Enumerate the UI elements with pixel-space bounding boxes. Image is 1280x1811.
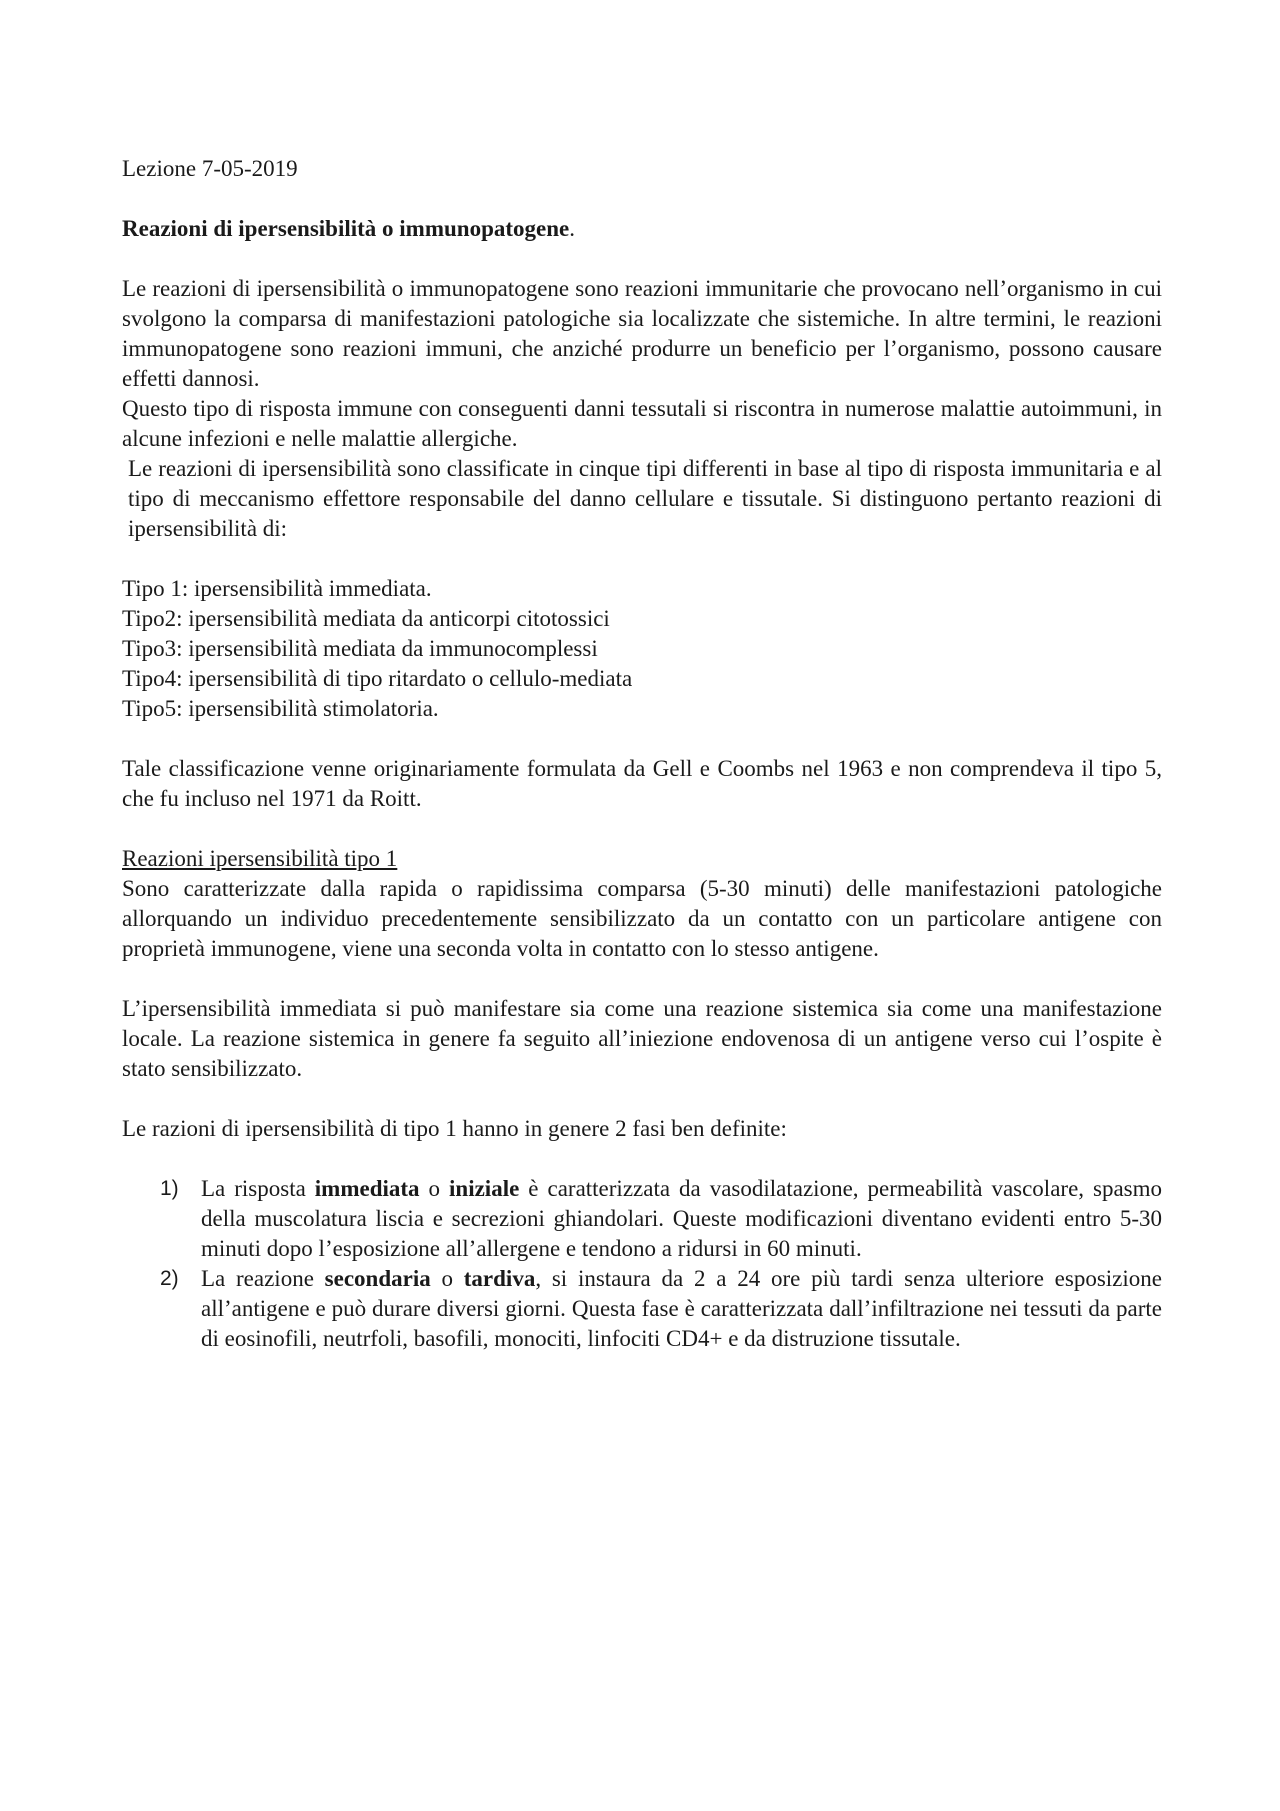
list-number: 2) bbox=[160, 1267, 179, 1290]
phase-text: è caratterizzata da vasodilatazione, permeabilità vascolare, spasmo della muscolatura liscia e secrezioni ghiandolari. Queste modificazioni diventano evidenti entro 5-30 minuti dopo l’esposizione all’allergene e tendono a ridursi in 60 minuti. bbox=[201, 1176, 1163, 1261]
type-item: Tipo5: ipersensibilità stimolatoria. bbox=[122, 696, 439, 721]
section-paragraph-2: L’ipersensibilità immediata si può manifestare sia come una reazione sistemica sia come una manifestazione locale. La reazione sistemica in genere fa seguito all’iniezione endovenosa di un antigene verso cui l’ospite è stato sensibilizzato. bbox=[122, 996, 1162, 1081]
phase-text: , si instaura da 2 a 24 ore più tardi senza ulteriore esposizione all’antigene e può durare diversi giorni. Questa fase è caratterizzata dall’infiltrazione nei tessuti da parte di eosinofili, neutrfoli, basofili, monociti, linfociti CD4+ e da distruzione tissutale. bbox=[201, 1266, 1162, 1351]
phase-item bbox=[122, 1174, 1162, 1264]
intro-paragraph-3: Le reazioni di ipersensibilità sono classificate in cinque tipi differenti in base al tipo di risposta immunitaria e al tipo di meccanismo effettore responsabile del danno cellulare e tissutale. Si distinguono pertanto reazioni di ipersensibilità di: bbox=[128, 456, 1162, 541]
intro-paragraph-1: Le reazioni di ipersensibilità o immunopatogene sono reazioni immunitarie che provocano nell’organismo in cui svolgono la comparsa di manifestazioni patologiche sia localizzate che sistemiche. In altre termini, le reazioni immunopatogene sono reazioni immuni, che anziché produrre un beneficio per l’organismo, possono causare effetti dannosi. bbox=[122, 276, 1162, 391]
document-title bbox=[122, 214, 1162, 244]
date-line: Lezione 7-05-2019 bbox=[122, 156, 298, 181]
phase-bold-term: secondaria bbox=[324, 1266, 431, 1291]
type-item: Tipo 1: ipersensibilità immediata. bbox=[122, 576, 432, 601]
phase-text: o bbox=[419, 1176, 450, 1201]
phases-list bbox=[122, 1174, 1162, 1354]
phase-item bbox=[122, 1264, 1162, 1354]
phase-bold-term: tardiva bbox=[463, 1266, 536, 1291]
section-heading: Reazioni ipersensibilità tipo 1 bbox=[122, 846, 398, 871]
title-period: . bbox=[569, 216, 575, 241]
intro-paragraph-2: Questo tipo di risposta immune con conseguenti danni tessutali si riscontra in numerose malattie autoimmuni, in alcune infezioni e nelle malattie allergiche. bbox=[122, 396, 1162, 451]
type-item: Tipo4: ipersensibilità di tipo ritardato o cellulo-mediata bbox=[122, 666, 633, 691]
phase-bold-term: iniziale bbox=[449, 1176, 520, 1201]
list-number: 1) bbox=[160, 1177, 179, 1200]
phase-text: La risposta bbox=[201, 1176, 315, 1201]
type-item: Tipo2: ipersensibilità mediata da anticorpi citotossici bbox=[122, 606, 610, 631]
section-paragraph-3: Le razioni di ipersensibilità di tipo 1 hanno in genere 2 fasi ben definite: bbox=[122, 1116, 787, 1141]
phase-text: La reazione bbox=[201, 1266, 325, 1291]
phase-bold-term: immediata bbox=[314, 1176, 420, 1201]
phase-text: o bbox=[430, 1266, 464, 1291]
section-paragraph-1: Sono caratterizzate dalla rapida o rapidissima comparsa (5-30 minuti) delle manifestazioni patologiche allorquando un individuo precedentemente sensibilizzato da un contatto con un particolare antigene con proprietà immunogene, viene una seconda volta in contatto con lo stesso antigene. bbox=[122, 876, 1162, 961]
document-page bbox=[122, 154, 1162, 1354]
type-item: Tipo3: ipersensibilità mediata da immunocomplessi bbox=[122, 636, 598, 661]
title-text: Reazioni di ipersensibilità o immunopatogene bbox=[122, 216, 570, 241]
classification-paragraph: Tale classificazione venne originariamente formulata da Gell e Coombs nel 1963 e non comprendeva il tipo 5, che fu incluso nel 1971 da Roitt. bbox=[122, 756, 1162, 811]
